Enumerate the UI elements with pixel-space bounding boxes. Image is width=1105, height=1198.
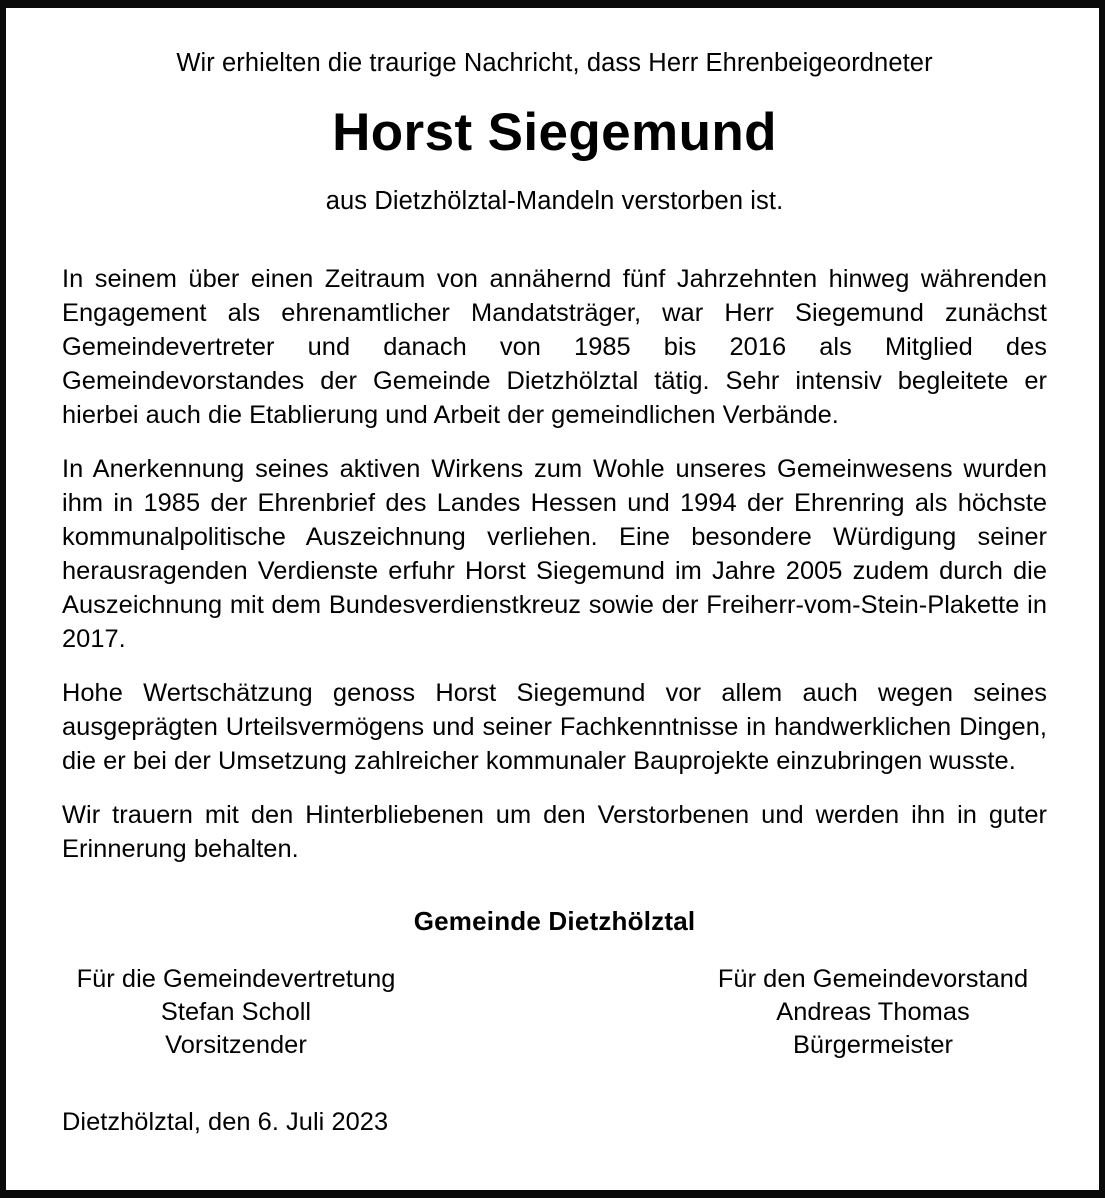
signatory-role: Vorsitzender <box>165 1031 307 1059</box>
organization-name: Gemeinde Dietzhölztal <box>413 906 696 936</box>
intro-line: Wir erhielten die traurige Nachricht, dass Herr Ehrenbeigeordneter <box>176 49 933 77</box>
signatories-block <box>62 963 1047 1062</box>
body-paragraph: In seinem über einen Zeitraum von annähernd fünf Jahrzehnten hinweg währenden Engagement als ehrenamtlicher Mandatsträger, war Herr Siegemund zunächst Gemeindevertreter und danach von 1985 bis 2016 als Mitglied des Gemeindevorstandes der Gemeinde Dietzhölztal tätig. Sehr intensiv begleitete er hierbei auch die Etablierung und Arbeit der gemeindlichen Verbände. <box>62 265 1047 429</box>
signatory-column-gemeindevorstand <box>699 963 1047 1062</box>
signatory-heading: Für die Gemeindevertretung <box>76 965 396 993</box>
origin-line: aus Dietzhölztal-Mandeln verstorben ist. <box>325 187 784 215</box>
signatory-role: Bürgermeister <box>792 1031 954 1059</box>
body-text <box>62 262 1047 866</box>
signatory-column-gemeindevertretung <box>62 963 410 1062</box>
signatory-name: Andreas Thomas <box>776 998 970 1026</box>
signatory-heading: Für den Gemeindevorstand <box>717 965 1029 993</box>
body-paragraph: In Anerkennung seines aktiven Wirkens zum Wohle unseres Gemeinwesens wurden ihm in 1985 der Ehrenbrief des Landes Hessen und 1994 der Ehrenring als höchste kommunalpolitische Auszeichnung verliehen. Eine besondere Würdigung seiner herausragenden Verdienste erfuhr Horst Siegemund im Jahre 2005 zudem durch die Auszeichnung mit dem Bundesverdienstkreuz sowie der Freiherr-vom-Stein-Plakette in 2017. <box>62 455 1047 653</box>
body-paragraph: Wir trauern mit den Hinterbliebenen um den Verstorbenen und werden ihn in guter Erinnerung behalten. <box>62 801 1047 863</box>
signatory-name: Stefan Scholl <box>160 998 312 1026</box>
deceased-name: Horst Siegemund <box>332 103 777 162</box>
notice-content <box>6 8 1099 1190</box>
body-paragraph: Hohe Wertschätzung genoss Horst Siegemund vor allem auch wegen seines ausgeprägten Urteilsvermögens und seiner Fachkenntnisse in handwerklichen Dingen, die er bei der Umsetzung zahlreicher kommunaler Bauprojekte einzubringen wusste. <box>62 679 1047 775</box>
date-line: Dietzhölztal, den 6. Juli 2023 <box>62 1108 389 1136</box>
